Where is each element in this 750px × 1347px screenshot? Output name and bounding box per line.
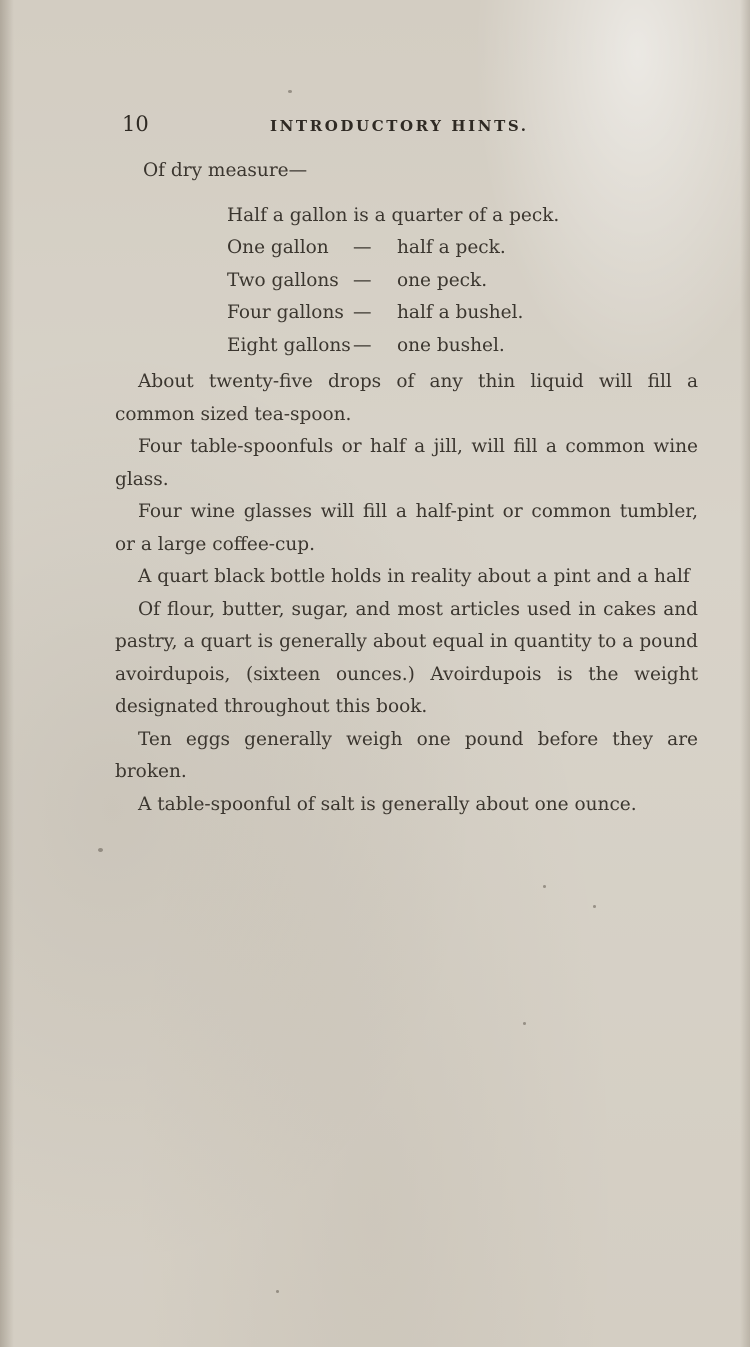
- measure-quantity: Four gallons: [227, 302, 344, 323]
- measure-quantity: Two gallons: [227, 269, 339, 291]
- paragraph-wine-glasses: Four wine glasses will fill a half-pint or common tumbler, or a large coffee-cup.: [115, 501, 698, 555]
- paper-speck: [98, 848, 103, 852]
- paragraph-flour-butter: Of flour, butter, sugar, and most articles used in cakes and pastry, a quart is generally about equal in quantity to a pound avoirdupois, (sixteen ounces.) Avoirdupois is the weight designated throughout this book.: [115, 598, 698, 717]
- measure-dash: —: [353, 302, 372, 323]
- measure-dash: —: [353, 334, 372, 356]
- page-number: 10: [122, 112, 149, 136]
- measure-row: [227, 330, 559, 363]
- paper-speck: [523, 1022, 526, 1025]
- paragraph-quart-bottle: A quart black bottle holds in reality about a pint and a half: [138, 566, 690, 587]
- running-title: INTRODUCTORY HINTS.: [270, 117, 529, 135]
- page-body: [115, 155, 698, 821]
- measure-quantity: Eight gallons: [227, 334, 351, 356]
- paper-speck: [593, 905, 596, 908]
- measure-equivalent: half a peck.: [397, 237, 506, 258]
- dry-measure-intro: Of dry measure—: [143, 160, 308, 181]
- paper-speck: [288, 90, 292, 93]
- measure-row: [227, 265, 559, 298]
- measure-dash: —: [353, 237, 372, 258]
- paper-speck: [543, 885, 546, 888]
- measure-equivalent: half a bushel.: [397, 302, 524, 323]
- paragraph-eggs: Ten eggs generally weigh one pound before they are broken.: [115, 728, 698, 782]
- measure-row: [227, 232, 559, 265]
- measure-quantity: One gallon: [227, 237, 329, 258]
- paragraph-salt: A table-spoonful of salt is generally about one ounce.: [138, 793, 637, 815]
- measure-row-half-gallon: [227, 200, 559, 233]
- measure-equivalent: one peck.: [397, 269, 488, 291]
- page-header: [122, 112, 650, 142]
- measure-half-gallon: Half a gallon is a quarter of a peck.: [227, 204, 560, 226]
- dry-measure-table: [227, 200, 559, 363]
- measure-equivalent: one bushel.: [397, 334, 505, 356]
- paragraph-table-spoonfuls: Four table-spoonfuls or half a jill, will fill a common wine glass.: [115, 436, 698, 490]
- measure-dash: —: [353, 269, 372, 291]
- paper-speck: [276, 1290, 279, 1293]
- measure-row: [227, 297, 559, 330]
- paragraph-drops: About twenty-five drops of any thin liquid will fill a common sized tea-spoon.: [115, 371, 698, 425]
